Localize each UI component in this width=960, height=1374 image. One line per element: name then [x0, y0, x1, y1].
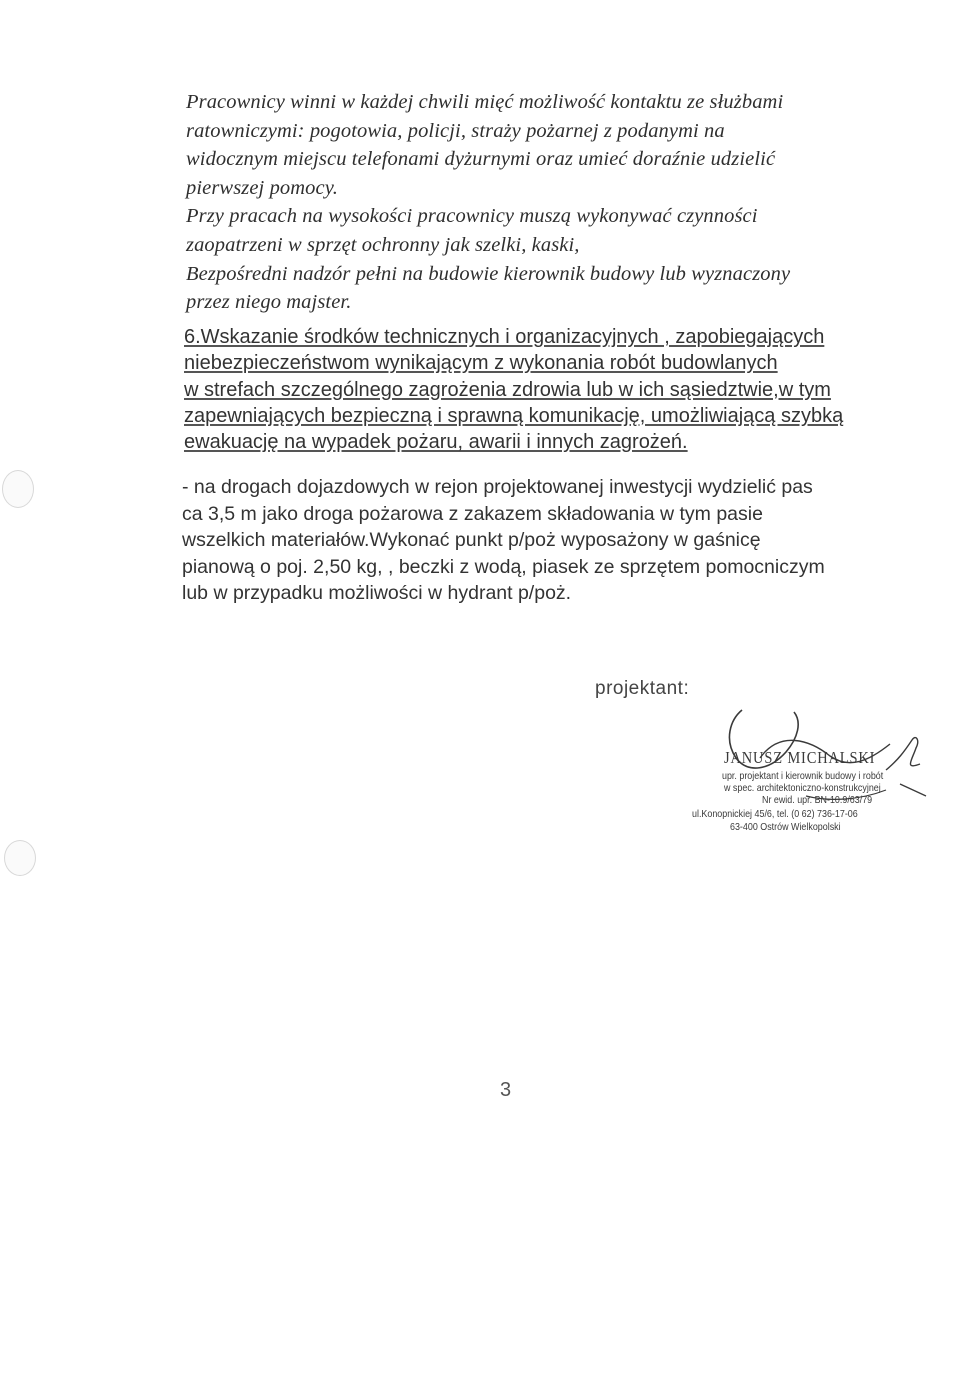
text-line: przez niego majster. [186, 291, 352, 314]
text-line: - na drogach dojazdowych w rejon projektowanej inwestycji wydzielić pas [182, 476, 813, 498]
designer-label: projektant: [595, 678, 690, 699]
stamp-line: ul.Konopnickiej 45/6, tel. (0 62) 736-17-06 [692, 808, 858, 820]
section-6-heading [184, 324, 844, 455]
text-line: ratowniczymi: pogotowia, policji, straży pożarnej z podanymi na [186, 119, 725, 142]
heading-line: ewakuację na wypadek pożaru, awarii i innych zagrożeń. [184, 431, 688, 454]
heading-line: niebezpieczeństwom wynikającym z wykonania robót budowlanych [184, 352, 778, 375]
punch-hole-mark [4, 840, 36, 876]
fire-road-paragraph [182, 474, 842, 607]
heading-line: zapewniających bezpieczną i sprawną komunikację, umożliwiającą szybką [184, 404, 844, 427]
heading-line: 6.Wskazanie środków technicznych i organizacyjnych , zapobiegających [184, 326, 825, 348]
stamp-line: w spec. architektoniczno-konstrukcyjnej [724, 782, 881, 794]
text-line: Bezpośredni nadzór pełni na budowie kierownik budowy lub wyznaczony [186, 262, 791, 285]
text-line: pianową o poj. 2,50 kg, , beczki z wodą, piasek ze sprzętem pomocniczym [182, 555, 825, 578]
text-line: widocznym miejscu telefonami dyżurnymi oraz umieć doraźnie udzielić [186, 148, 776, 171]
heading-line: w strefach szczególnego zagrożenia zdrowia lub w ich sąsiedztwie,w tym [184, 378, 831, 401]
stamp-line: Nr ewid. upr. BN-10.9/63/79 [762, 794, 873, 806]
punch-hole-mark [2, 470, 34, 508]
stamp-line: 63-400 Ostrów Wielkopolski [730, 821, 841, 833]
safety-paragraph [186, 88, 846, 317]
text-line: pierwszej pomocy. [186, 176, 339, 199]
text-line: Przy pracach na wysokości pracownicy muszą wykonywać czynności [186, 205, 758, 228]
page-number: 3 [500, 1079, 512, 1101]
stamp-name: JANUSZ MICHALSKI [724, 748, 876, 767]
text-line: wszelkich materiałów.Wykonać punkt p/poż wyposażony w gaśnicę [182, 529, 761, 552]
stamp-line: upr. projektant i kierownik budowy i robót [722, 770, 884, 782]
text-line: Pracownicy winni w każdej chwili mięć możliwość kontaktu ze służbami [186, 91, 784, 113]
text-line: ca 3,5 m jako droga pożarowa z zakazem składowania w tym pasie [182, 502, 763, 525]
text-line: lub w przypadku możliwości w hydrant p/poż. [182, 582, 572, 605]
text-line: zaopatrzeni w sprzęt ochronny jak szelki, kaski, [186, 233, 580, 256]
designer-stamp [690, 700, 930, 850]
